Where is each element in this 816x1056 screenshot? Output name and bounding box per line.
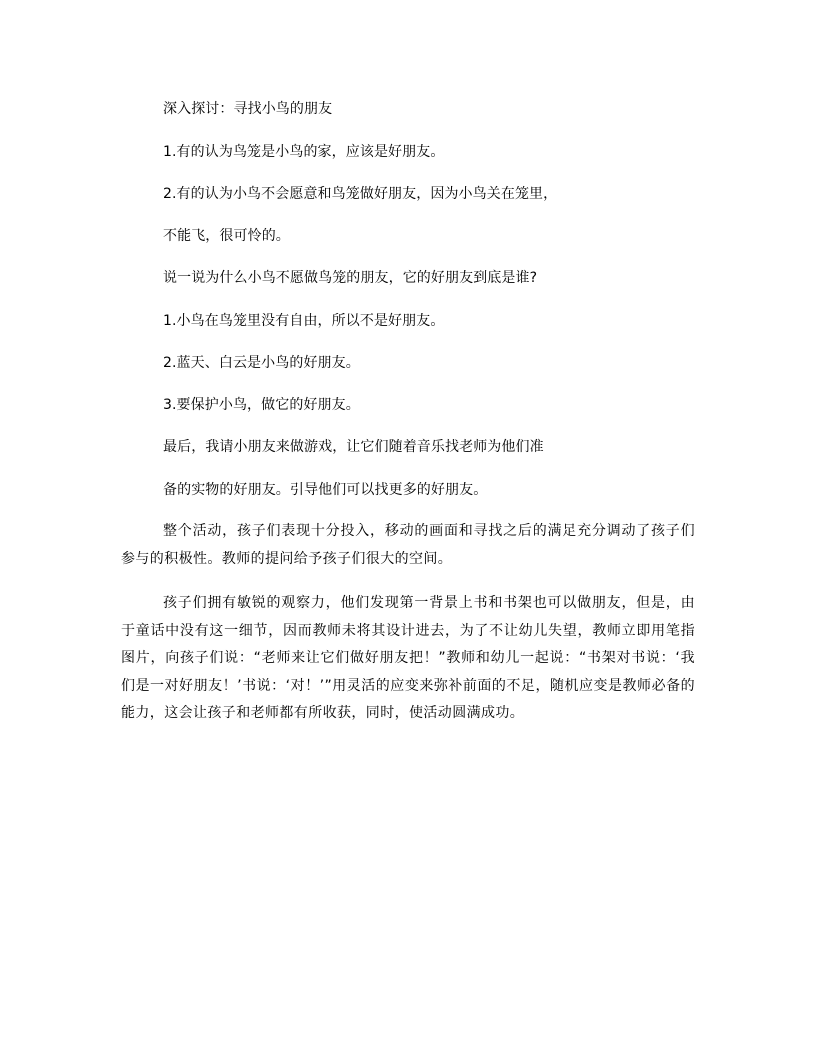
- text-line: 备的实物的好朋友。引导他们可以找更多的好朋友。: [163, 482, 488, 498]
- text-line: 3.要保护小鸟，做它的好朋友。: [163, 397, 360, 413]
- text-line: 最后，我请小朋友来做游戏，让它们随着音乐找老师为他们准: [163, 439, 544, 455]
- text-line: 2.有的认为小鸟不会愿意和鸟笼做好朋友，因为小鸟关在笼里，: [163, 186, 558, 202]
- section-heading: 深入探讨：寻找小鸟的朋友: [163, 101, 333, 117]
- text-line: 说一说为什么小鸟不愿做鸟笼的朋友，它的好朋友到底是谁?: [163, 270, 538, 286]
- reflection-paragraph: 孩子们拥有敏锐的观察力，他们发现第一背景上书和书架也可以做朋友，但是，由于童话中没有这一细节，因而教师未将其设计进去，为了不让幼儿失望，教师立即用笔指图片，向孩子们说：“老师来让它们做好朋友把！”教师和幼儿一起说：“书架对书说：‘我们是一对好朋友！’书说：‘对！’”用灵活的应变来弥补前面的不足，随机应变是教师必备的能力，这会让孩子和老师都有所收获，同时，使活动圆满成功。: [121, 595, 695, 721]
- text-line: 1.小鸟在鸟笼里没有自由，所以不是好朋友。: [163, 313, 445, 329]
- text-line: 1.有的认为鸟笼是小鸟的家，应该是好朋友。: [163, 144, 445, 160]
- text-line: 2.蓝天、白云是小鸟的好朋友。: [163, 355, 360, 371]
- text-line: 不能飞，很可怜的。: [163, 228, 290, 244]
- summary-paragraph: 整个活动，孩子们表现十分投入，移动的画面和寻找之后的满足充分调动了孩子们参与的积极性。教师的提问给予孩子们很大的空间。: [121, 523, 695, 567]
